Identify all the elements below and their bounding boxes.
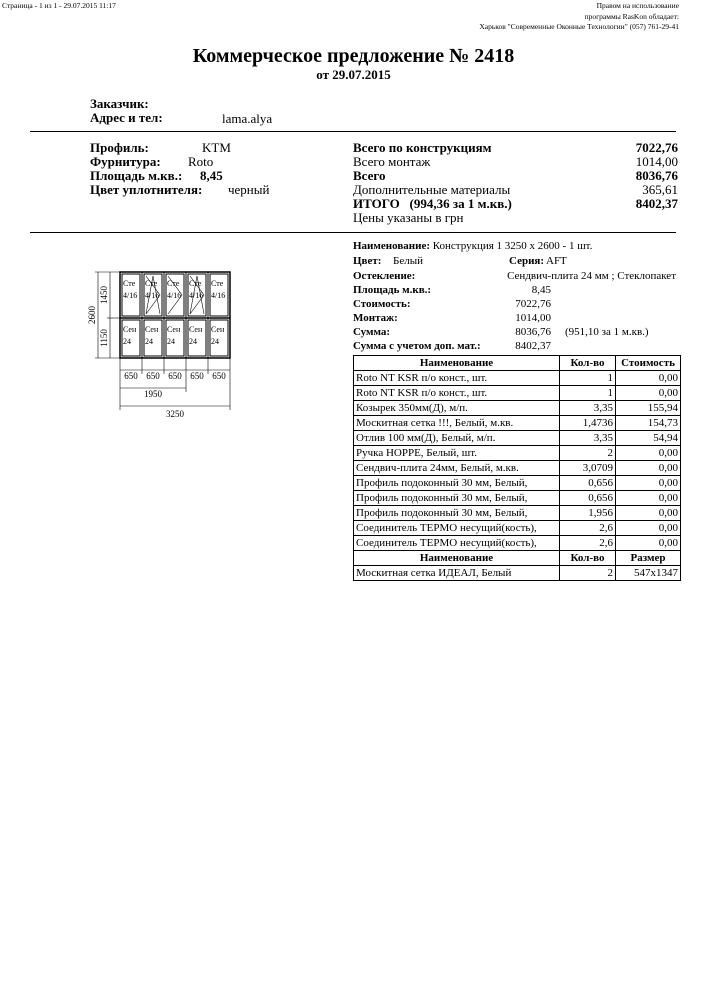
construction-color-label: Цвет:	[353, 255, 382, 267]
row-name: Профиль подоконный 30 мм, Белый,	[354, 476, 560, 491]
construction-sum-label: Сумма:	[353, 326, 391, 338]
table-row	[354, 506, 681, 521]
table-row	[354, 536, 681, 551]
construction-install-row	[353, 312, 551, 326]
construction-area-label: Площадь м.кв.:	[353, 284, 432, 296]
grand-total-title: ИТОГО	[353, 196, 400, 211]
pane-label-top-7: Сте	[189, 279, 202, 288]
table-row	[354, 566, 681, 581]
grand-total-value: 8402,37	[635, 196, 678, 211]
rights-line-2: программы RasKon обладает:	[584, 12, 679, 21]
customer-label: Заказчик:	[90, 96, 149, 111]
pane-label-bottom-9: Сен	[211, 325, 225, 334]
construction-cost-value: 7022,76	[515, 298, 551, 310]
pane-label-top-8: 4/16	[189, 291, 204, 300]
col-header-name-2: Наименование	[354, 551, 560, 566]
col-header-cost: Стоимость	[616, 356, 681, 371]
row-qty: 2,6	[560, 536, 616, 551]
row-qty: 2	[560, 566, 616, 581]
hardware-value: Roto	[188, 154, 214, 169]
construction-cost-row	[353, 298, 551, 312]
col-header-qty: Кол-во	[560, 356, 616, 371]
document-title: Коммерческое предложение № 2418	[192, 45, 515, 67]
construction-area-row	[353, 284, 551, 298]
construction-glazing-row	[353, 270, 678, 284]
hardware-label: Фурнитура:	[90, 154, 161, 169]
col-header-name: Наименование	[354, 356, 560, 371]
row-qty: 3,35	[560, 431, 616, 446]
materials-table	[353, 355, 681, 581]
total-install-value: 1014,00	[635, 154, 678, 169]
row-qty: 1,956	[560, 506, 616, 521]
total-value: 8036,76	[635, 168, 678, 183]
table-row	[354, 401, 681, 416]
table-row	[354, 446, 681, 461]
materials-table-header	[354, 356, 681, 371]
construction-series-value: AFT	[546, 255, 567, 267]
extra-materials-value: 365,61	[642, 182, 678, 197]
dim-section-4: 650	[190, 371, 204, 381]
construction-sum-per-m2: (951,10 за 1 м.кв.)	[565, 326, 649, 338]
table-row	[354, 521, 681, 536]
construction-name-row	[353, 240, 592, 254]
pane-label-bottom-5: Сен	[167, 325, 181, 334]
construction-glazing-label: Остекление:	[353, 270, 416, 282]
extra-materials-row	[353, 182, 678, 196]
row-cost: 0,00	[616, 491, 681, 506]
row-cost: 0,00	[616, 536, 681, 551]
row-cost: 0,00	[616, 386, 681, 401]
pane-label-top-3: Сте	[145, 279, 158, 288]
row-qty: 0,656	[560, 476, 616, 491]
currency-note: Цены указаны в грн	[353, 210, 464, 225]
total-install-row	[353, 154, 678, 168]
total-constructions-row	[353, 140, 678, 154]
col-header-size: Размер	[616, 551, 681, 566]
table-row	[354, 386, 681, 401]
pane-label-top-6: 4/16	[167, 291, 182, 300]
table-row	[354, 461, 681, 476]
row-qty: 0,656	[560, 491, 616, 506]
pane-label-top-1: Сте	[123, 279, 136, 288]
pane-label-bottom-2: 24	[123, 337, 131, 346]
page-info: Страница - 1 из 1 - 29.07.2015 11:17	[2, 1, 116, 10]
total-label: Всего	[353, 168, 386, 183]
pane-label-bottom-3: Сен	[145, 325, 159, 334]
construction-sum-extra-label: Сумма с учетом доп. мат.:	[353, 340, 481, 352]
profile-value: KTM	[202, 140, 231, 155]
dim-section-5: 650	[212, 371, 226, 381]
pane-label-bottom-8: 24	[189, 337, 197, 346]
row-name: Ручка HOPPE, Белый, шт.	[354, 446, 560, 461]
construction-sum-extra-value: 8402,37	[515, 340, 551, 352]
dim-bottom-height: 1150	[99, 329, 109, 347]
row-cost: 154,73	[616, 416, 681, 431]
dim-overall-height: 2600	[87, 306, 97, 324]
row-cost: 54,94	[616, 431, 681, 446]
address-label: Адрес и тел:	[90, 110, 163, 125]
row-name: Козырек 350мм(Д), м/п.	[354, 401, 560, 416]
dim-section-3: 650	[168, 371, 182, 381]
row-name: Соединитель ТЕРМО несущий(кость),	[354, 521, 560, 536]
rights-line-1: Правом на использование	[596, 1, 679, 10]
profile-label: Профиль:	[90, 140, 149, 155]
table-row	[354, 491, 681, 506]
construction-cost-label: Стоимость:	[353, 298, 411, 310]
pane-label-bottom-10: 24	[211, 337, 219, 346]
seal-value: черный	[228, 182, 270, 197]
grand-total-row	[353, 196, 678, 210]
row-cost: 0,00	[616, 371, 681, 386]
construction-sum-value: 8036,76	[515, 326, 551, 338]
construction-series-label: Серия:	[509, 255, 545, 267]
row-name: Сендвич-плита 24мм, Белый, м.кв.	[354, 461, 560, 476]
grand-total-per-m2: (994,36 за 1 м.кв.)	[409, 196, 512, 211]
construction-name-label: Наименование:	[353, 240, 430, 252]
pane-label-top-5: Сте	[167, 279, 180, 288]
total-constructions-value: 7022,76	[635, 140, 678, 155]
pane-label-top-9: Сте	[211, 279, 224, 288]
address-value: lama.alya	[222, 111, 273, 126]
extra-materials-label: Дополнительные материалы	[353, 182, 511, 197]
divider-top	[30, 131, 676, 132]
total-install-label: Всего монтаж	[353, 154, 431, 169]
row-qty: 2,6	[560, 521, 616, 536]
divider-middle	[30, 232, 676, 233]
row-qty: 1,4736	[560, 416, 616, 431]
row-qty: 1	[560, 371, 616, 386]
row-cost: 155,94	[616, 401, 681, 416]
pane-label-bottom-6: 24	[167, 337, 175, 346]
row-name: Москитная сетка ИДЕАЛ, Белый	[354, 566, 560, 581]
construction-area-value: 8,45	[531, 284, 551, 296]
dim-sub-width: 1950	[144, 389, 162, 399]
table-row	[354, 431, 681, 446]
construction-install-label: Монтаж:	[353, 312, 398, 324]
row-cost: 0,00	[616, 506, 681, 521]
seal-label: Цвет уплотнителя:	[90, 182, 203, 197]
construction-color-row	[353, 255, 678, 269]
col-header-qty-2: Кол-во	[560, 551, 616, 566]
dim-top-height: 1450	[99, 286, 109, 304]
pane-label-bottom-1: Сен	[123, 325, 137, 334]
table-row	[354, 416, 681, 431]
row-cost: 0,00	[616, 446, 681, 461]
row-name: Профиль подоконный 30 мм, Белый,	[354, 506, 560, 521]
row-qty: 3,0709	[560, 461, 616, 476]
total-constructions-label: Всего по конструкциям	[353, 140, 492, 155]
construction-name-value: Конструкция 1 3250 x 2600 - 1 шт.	[432, 240, 593, 252]
pane-label-top-10: 4/16	[211, 291, 226, 300]
mosquito-table-header	[354, 551, 681, 566]
row-qty: 1	[560, 386, 616, 401]
construction-color-value: Белый	[393, 255, 423, 267]
row-qty: 2	[560, 446, 616, 461]
construction-glazing-value: Сендвич-плита 24 мм ; Стеклопакет	[507, 270, 676, 282]
row-name: Профиль подоконный 30 мм, Белый,	[354, 491, 560, 506]
row-cost: 0,00	[616, 476, 681, 491]
rights-line-3: Харьков "Современные Оконные Технологии" (057) 761-29-41	[479, 22, 679, 31]
dim-section-2: 650	[146, 371, 160, 381]
pane-label-bottom-7: Сен	[189, 325, 203, 334]
row-cost: 0,00	[616, 461, 681, 476]
table-row	[354, 371, 681, 386]
total-row	[353, 168, 678, 182]
row-name: Соединитель ТЕРМО несущий(кость),	[354, 536, 560, 551]
construction-install-value: 1014,00	[515, 312, 551, 324]
row-name: Roto NT KSR п/о конст., шт.	[354, 371, 560, 386]
area-value: 8,45	[200, 168, 223, 183]
dim-overall-width: 3250	[166, 409, 184, 419]
area-label: Площадь м.кв.:	[90, 168, 183, 183]
pane-label-bottom-4: 24	[145, 337, 153, 346]
row-size: 547x1347	[616, 566, 681, 581]
pane-label-top-2: 4/16	[123, 291, 138, 300]
document-date: от 29.07.2015	[316, 67, 391, 82]
row-qty: 3,35	[560, 401, 616, 416]
table-row	[354, 476, 681, 491]
row-name: Отлив 100 мм(Д), Белый, м/п.	[354, 431, 560, 446]
row-name: Москитная сетка !!!, Белый, м.кв.	[354, 416, 560, 431]
dim-section-1: 650	[124, 371, 138, 381]
pane-label-top-4: 4/16	[145, 291, 160, 300]
construction-sum-row	[353, 326, 678, 340]
row-cost: 0,00	[616, 521, 681, 536]
row-name: Roto NT KSR п/о конст., шт.	[354, 386, 560, 401]
construction-sum-extra-row	[353, 340, 551, 354]
window-drawing	[78, 262, 248, 422]
